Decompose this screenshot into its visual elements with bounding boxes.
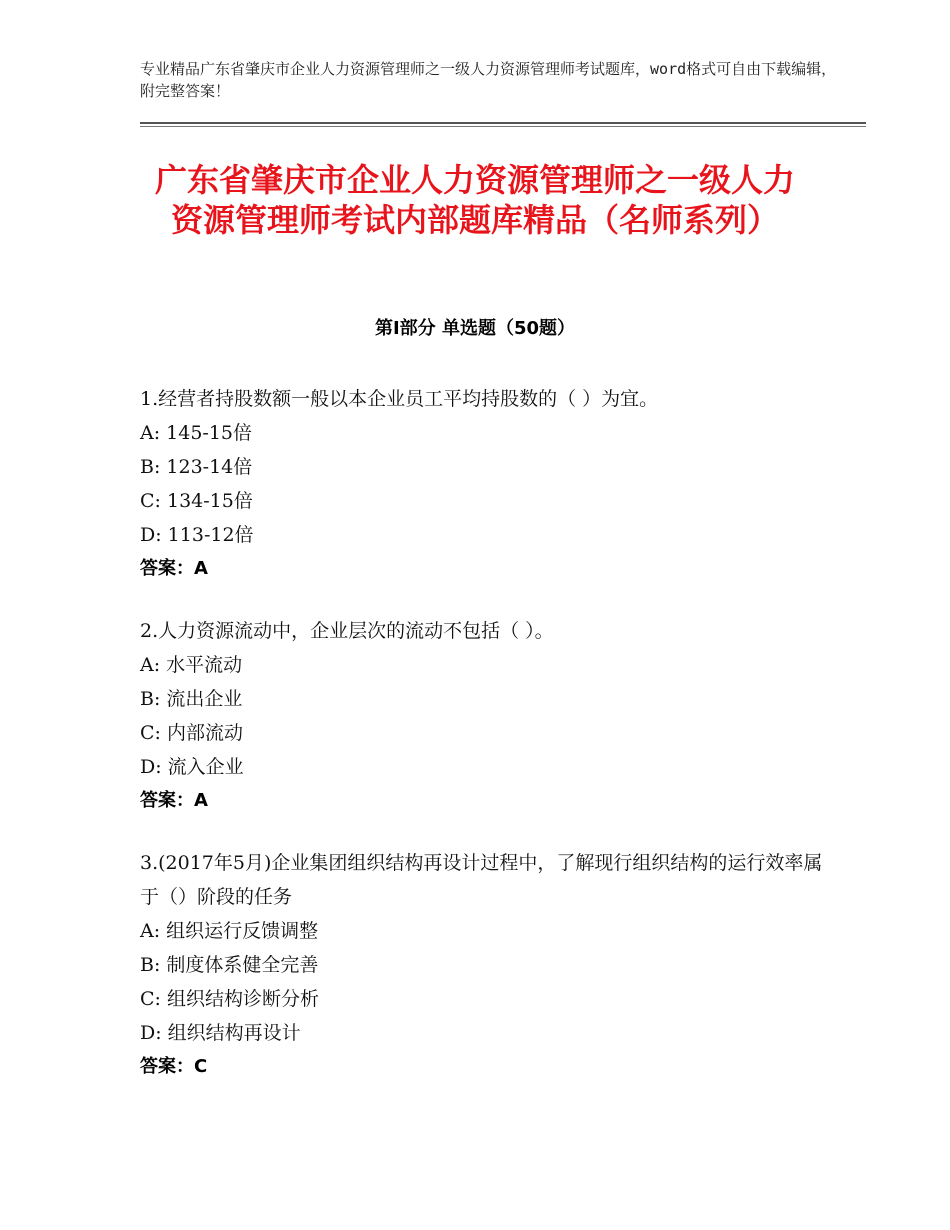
section-title: 第Ⅰ部分 单选题（50题）: [374, 318, 575, 339]
question-1: [140, 382, 840, 586]
question-stem: 1.经营者持股数额一般以本企业员工平均持股数的（ ）为宜。: [140, 388, 659, 410]
option-a: A: 组织运行反馈调整: [140, 920, 319, 942]
header-divider-thin: [140, 126, 866, 127]
option-c: C: 内部流动: [140, 722, 243, 744]
option-d: D: 113-12倍: [140, 524, 254, 546]
answer: 答案：C: [140, 1056, 208, 1077]
option-d: D: 组织结构再设计: [140, 1022, 301, 1044]
option-c: C: 134-15倍: [140, 490, 253, 512]
question-stem: 2.人力资源流动中，企业层次的流动不包括（ ）。: [140, 620, 554, 642]
document-title: 广东省肇庆市企业人力资源管理师之一级人力资源管理师考试内部题库精品（名师系列）: [154, 161, 795, 239]
option-b: B: 123-14倍: [140, 456, 253, 478]
question-stem: 3.(2017年5月)企业集团组织结构再设计过程中，了解现行组织结构的运行效率属于（）阶段的任务: [140, 852, 823, 908]
question-list: [140, 382, 840, 1112]
answer: 答案：A: [140, 558, 208, 579]
header-divider-thick: [140, 122, 866, 124]
option-b: B: 流出企业: [140, 688, 243, 710]
option-d: D: 流入企业: [140, 756, 244, 778]
answer: 答案：A: [140, 790, 208, 811]
option-b: B: 制度体系健全完善: [140, 954, 319, 976]
question-3: [140, 846, 840, 1084]
header-note: 专业精品广东省肇庆市企业人力资源管理师之一级人力资源管理师考试题库，word格式可自由下载编辑，附完整答案！: [140, 60, 837, 100]
option-a: A: 水平流动: [140, 654, 243, 676]
option-a: A: 145-15倍: [140, 422, 253, 444]
question-2: [140, 614, 840, 818]
option-c: C: 组织结构诊断分析: [140, 988, 319, 1010]
